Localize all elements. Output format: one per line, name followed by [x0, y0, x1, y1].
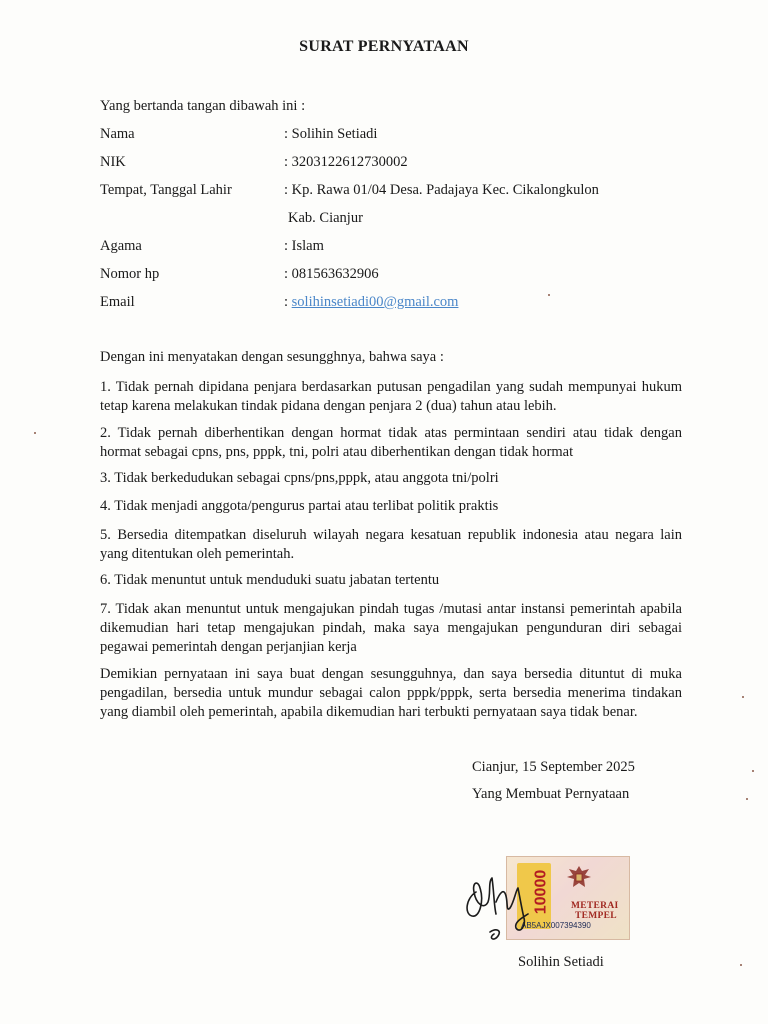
- field-value-agama: : Islam: [284, 238, 324, 254]
- field-value-nik: : 3203122612730002: [284, 154, 408, 170]
- field-label-nama: Nama: [100, 126, 135, 142]
- stamp-word-meterai: METERAI: [571, 901, 619, 911]
- statement-point-5: 5. Bersedia ditempatkan diseluruh wilayah negara kesatuan republik indonesia atau negara lain yang ditentukan oleh pemerintah.: [100, 527, 682, 562]
- field-value-email: [284, 294, 458, 311]
- email-link[interactable]: solihinsetiadi00@gmail.com: [291, 294, 459, 310]
- signer-role: Yang Membuat Pernyataan: [472, 786, 630, 802]
- scan-speck: [746, 798, 748, 800]
- field-label-nomor-hp: Nomor hp: [100, 266, 160, 282]
- signer-name: Solihin Setiadi: [518, 954, 604, 970]
- intro-line: Yang bertanda tangan dibawah ini :: [100, 98, 306, 114]
- field-value-nama: : Solihin Setiadi: [284, 126, 378, 142]
- statement-point-7: 7. Tidak akan menuntut untuk mengajukan pindah tugas /mutasi antar instansi pemerintah apabila dikemudian hari tetap mengajukan pindah, maka saya mengajukan pengunduran diri sebagai pegawai pemerintah dengan perjanjian kerja: [100, 601, 682, 655]
- statement-point-4: 4. Tidak menjadi anggota/pengurus partai atau terlibat politik praktis: [100, 498, 499, 514]
- closing-paragraph: Demikian pernyataan ini saya buat dengan sesungguhnya, dan saya bersedia dituntut di muka pengadilan, bersedia untuk mundur sebagai calon pppk/pppk, serta bersedia menerima tindakan yang diambil oleh pemerintah, apabila dikemudian hari terbukti pernyataan saya tidak benar.: [100, 666, 682, 720]
- stamp-value-text: 10000: [532, 869, 550, 915]
- field-value-ttl-cont: Kab. Cianjur: [288, 210, 363, 226]
- scan-speck: [752, 770, 754, 772]
- statement-point-3: 3. Tidak berkedudukan sebagai cpns/pns,pppk, atau anggota tni/polri: [100, 470, 499, 486]
- field-label-agama: Agama: [100, 238, 142, 254]
- statement-intro: Dengan ini menyatakan dengan sesungghnya, bahwa saya :: [100, 349, 444, 365]
- document-title: SURAT PERNYATAAN: [299, 38, 469, 55]
- scan-speck: [548, 294, 550, 296]
- handwritten-signature: [458, 852, 578, 952]
- field-value-ttl: : Kp. Rawa 01/04 Desa. Padajaya Kec. Cikalongkulon: [284, 182, 599, 198]
- field-label-nik: NIK: [100, 154, 126, 170]
- email-colon: :: [284, 294, 292, 310]
- statement-point-6: 6. Tidak menuntut untuk menduduki suatu jabatan tertentu: [100, 572, 440, 588]
- stamp-word-tempel: TEMPEL: [575, 911, 617, 921]
- scan-speck: [742, 696, 744, 698]
- place-date: Cianjur, 15 September 2025: [472, 759, 635, 775]
- field-label-email: Email: [100, 294, 135, 310]
- scan-speck: [34, 432, 36, 434]
- stamp-serial: AB5AJX007394390: [521, 921, 591, 930]
- scan-speck: [740, 964, 742, 966]
- statement-point-1: 1. Tidak pernah dipidana penjara berdasarkan putusan pengadilan yang sudah mempunyai hukum tetap karena melakukan tindak pidana dengan penjara 2 (dua) tahun atau lebih.: [100, 379, 682, 414]
- statement-point-2: 2. Tidak pernah diberhentikan dengan hormat tidak atas permintaan sendiri atau tidak dengan hormat sebagai cpns, pns, pppk, tni, polri atau diberhentikan dengan tidak hormat: [100, 425, 682, 460]
- field-value-nomor-hp: : 081563632906: [284, 266, 379, 282]
- field-label-ttl: Tempat, Tanggal Lahir: [100, 182, 232, 198]
